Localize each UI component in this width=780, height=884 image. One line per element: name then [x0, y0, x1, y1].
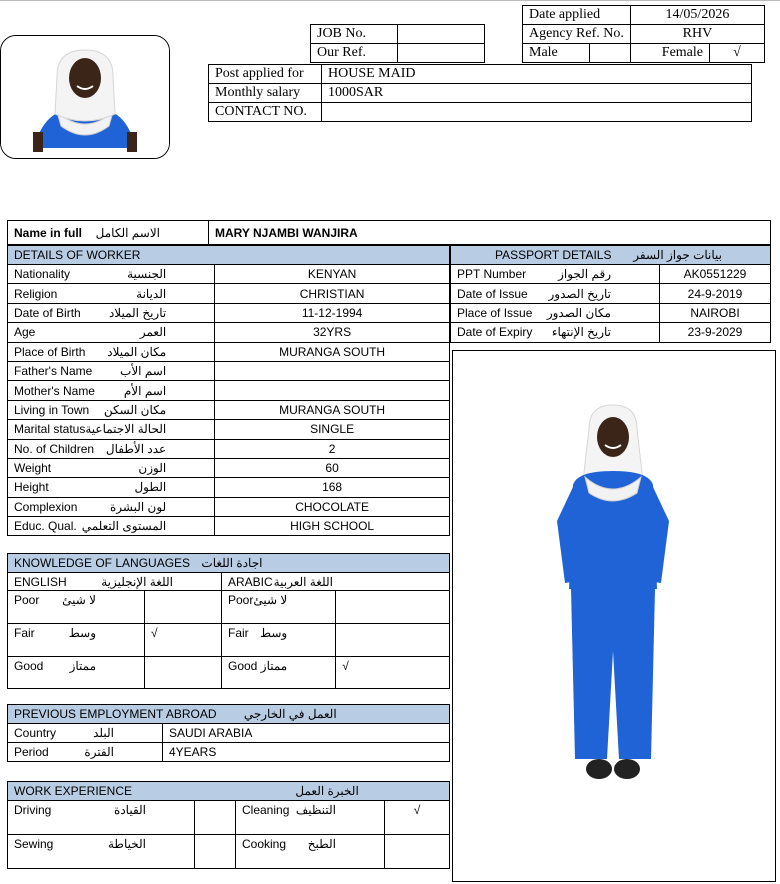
worker-field-label-en: Age [14, 325, 36, 340]
worker-row [8, 420, 450, 439]
country-value: SAUDI ARABIA [163, 724, 450, 743]
worker-field-label-en: Mother's Name [14, 383, 95, 398]
language-level-row [8, 657, 450, 689]
passport-field-value: 23-9-2029 [660, 323, 771, 342]
passport-field-label-en: Date of Issue [457, 286, 528, 301]
worker-field-label-wrap [14, 422, 208, 436]
experience-row [8, 835, 450, 869]
worker-row [8, 517, 450, 536]
country-label: Country [14, 726, 57, 740]
name-label-en: Name in full [14, 225, 83, 240]
agency-ref-label: Agency Ref. No. [523, 25, 631, 44]
english-level-mark: √ [145, 624, 222, 657]
language-level-row [8, 591, 450, 624]
worker-field-label-ar: المستوى التعلمي [81, 519, 167, 534]
arabic-level-label [222, 591, 336, 624]
worker-field-label-ar: اسم الأم [123, 383, 167, 398]
worker-field-label-en: Nationality [14, 267, 71, 282]
passport-row [451, 323, 771, 342]
worker-field-label-en: Weight [14, 461, 52, 476]
worker-field-label-ar: الوزن [138, 461, 167, 476]
worker-field-label-ar: تاريخ الميلاد [108, 305, 167, 320]
previous-employment-table [7, 704, 450, 762]
worker-row [8, 342, 450, 361]
worker-field-label-en: Place of Birth [14, 344, 86, 359]
worker-field-label-wrap [14, 500, 208, 514]
passport-field-label [451, 303, 660, 322]
english-level-label-ar: لا شيئ [62, 593, 96, 607]
arabic-level-label-ar: ممتاز [260, 659, 288, 673]
agency-ref-value: RHV [630, 25, 764, 44]
our-ref-value [398, 44, 485, 63]
job-no-label: JOB No. [311, 25, 398, 44]
arabic-label: ARABIC [228, 574, 273, 589]
arabic-level-label-en: Poor [228, 593, 254, 607]
our-ref-label: Our Ref. [311, 44, 398, 63]
arabic-level-label [222, 624, 336, 657]
english-level-label-wrap [14, 593, 138, 607]
worker-field-label-wrap [14, 461, 208, 475]
job-no-value [398, 25, 485, 44]
passport-field-label-wrap [457, 325, 653, 339]
experience-left-label-wrap [14, 803, 188, 817]
english-level-label [8, 591, 145, 624]
worker-row [8, 381, 450, 400]
worker-row [8, 284, 450, 303]
passport-field-label-ar: تاريخ الصدور [548, 286, 611, 301]
worker-field-label [8, 439, 215, 458]
period-value: 4YEARS [163, 743, 450, 762]
passport-field-label [451, 265, 660, 284]
passport-row [451, 284, 771, 303]
experience-right-label-ar: التنظيف [295, 803, 336, 817]
experience-row [8, 801, 450, 835]
arabic-level-label-wrap [228, 626, 329, 640]
worker-field-label [8, 400, 215, 419]
experience-right-label-wrap [242, 837, 378, 851]
worker-field-label [8, 265, 215, 284]
passport-field-value: 24-9-2019 [660, 284, 771, 303]
passport-field-label-ar: رقم الجواز [558, 267, 611, 282]
worker-field-label-ar: مكان الميلاد [107, 344, 167, 359]
worker-row [8, 497, 450, 516]
worker-field-label-en: Educ. Qual. [14, 519, 77, 534]
experience-right-label-ar: الطبخ [307, 837, 336, 851]
post-value: HOUSE MAID [322, 65, 752, 84]
arabic-label-ar: اللغة العربية [273, 574, 333, 589]
worker-field-label [8, 381, 215, 400]
passport-field-label [451, 323, 660, 342]
period-label: Period [14, 745, 49, 759]
worker-field-label [8, 303, 215, 322]
worker-field-label [8, 342, 215, 361]
experience-left-label-en: Driving [14, 803, 52, 817]
worker-field-label-ar: العمر [139, 325, 167, 340]
worker-field-label-en: Marital status [14, 422, 86, 437]
worker-field-label-wrap [14, 384, 208, 398]
experience-right-mark: √ [385, 801, 450, 835]
worker-field-label [8, 478, 215, 497]
worker-field-label [8, 323, 215, 342]
name-label-ar: الاسم الكامل [95, 225, 160, 240]
language-level-row [8, 624, 450, 657]
arabic-level-label-en: Fair [228, 626, 249, 640]
worker-row [8, 400, 450, 419]
languages-title-ar: اجادة اللغات [201, 556, 263, 570]
experience-left-label-wrap [14, 837, 188, 851]
worker-row [8, 361, 450, 380]
worker-row [8, 303, 450, 322]
worker-field-label [8, 361, 215, 380]
worker-field-value: HIGH SCHOOL [215, 517, 450, 536]
top-rule [0, 0, 780, 1]
worker-field-label-en: Date of Birth [14, 305, 81, 320]
passport-field-label-en: Place of Issue [457, 305, 533, 320]
previous-title-en: PREVIOUS EMPLOYMENT ABROAD [14, 707, 217, 721]
experience-left-mark [195, 801, 236, 835]
experience-right-label [236, 835, 385, 869]
application-info-table [522, 5, 765, 63]
worker-field-label-ar: الجنسية [127, 267, 167, 282]
work-experience-table [7, 781, 450, 869]
worker-field-label-wrap [14, 480, 208, 494]
worker-field-label-wrap [14, 345, 208, 359]
arabic-level-mark [336, 591, 450, 624]
arabic-level-label-wrap [228, 659, 329, 673]
worker-field-label-ar: الطول [134, 480, 167, 495]
passport-title-ar: بيانات جواز السفر [633, 248, 722, 262]
arabic-level-mark: √ [336, 657, 450, 689]
passport-field-value: NAIROBI [660, 303, 771, 322]
english-label-ar: اللغة الإنجليزية [101, 574, 173, 589]
worker-field-value: KENYAN [215, 265, 450, 284]
english-label: ENGLISH [14, 574, 67, 589]
contact-value [322, 103, 752, 122]
experience-left-label-en: Sewing [14, 837, 54, 851]
worker-field-value: SINGLE [215, 420, 450, 439]
english-level-label-wrap [14, 659, 138, 673]
male-label: Male [523, 44, 590, 63]
worker-field-label-en: Complexion [14, 499, 78, 514]
experience-right-label [236, 801, 385, 835]
worker-field-label-ar: لون البشرة [109, 499, 167, 514]
english-level-label [8, 624, 145, 657]
worker-field-label [8, 284, 215, 303]
worker-field-label-wrap [14, 442, 208, 456]
worker-field-label [8, 420, 215, 439]
full-name-value: MARY NJAMBI WANJIRA [215, 225, 358, 240]
worker-field-label [8, 517, 215, 536]
english-level-label [8, 657, 145, 689]
experience-title-ar: الخبرة العمل [295, 784, 359, 798]
experience-left-label-ar: الخياطة [108, 837, 146, 851]
worker-field-value [215, 361, 450, 380]
english-level-label-en: Fair [14, 626, 35, 640]
worker-field-label [8, 458, 215, 477]
salary-value: 1000SAR [322, 84, 752, 103]
passport-field-label-wrap [457, 287, 653, 301]
worker-field-label-ar: الحالة الاجتماعية [85, 422, 167, 437]
worker-field-value: 32YRS [215, 323, 450, 342]
name-table [7, 220, 771, 245]
passport-field-label [451, 284, 660, 303]
job-ref-table [310, 24, 485, 63]
worker-full-body-photo [452, 350, 776, 882]
passport-title-en: PASSPORT DETAILS [495, 248, 612, 262]
period-label-ar: الفترة [84, 745, 114, 759]
english-level-label-ar: ممتاز [69, 659, 96, 673]
experience-left-mark [195, 835, 236, 869]
english-level-label-en: Good [14, 659, 44, 673]
date-applied-label: Date applied [523, 6, 631, 25]
worker-field-label-en: Living in Town [14, 402, 90, 417]
female-checkbox: √ [710, 44, 765, 63]
passport-field-label-wrap [457, 306, 653, 320]
worker-field-value: CHOCOLATE [215, 497, 450, 516]
worker-field-label-wrap [14, 519, 208, 533]
arabic-level-mark [336, 624, 450, 657]
passport-field-value: AK0551229 [660, 265, 771, 284]
worker-field-value: 2 [215, 439, 450, 458]
worker-field-label-wrap [14, 325, 208, 339]
passport-field-label-en: PPT Number [457, 267, 527, 282]
worker-field-value: MURANGA SOUTH [215, 400, 450, 419]
worker-field-value: CHRISTIAN [215, 284, 450, 303]
worker-field-label-ar: الديانة [136, 286, 167, 301]
worker-field-label-en: Father's Name [14, 364, 93, 379]
worker-field-value [215, 381, 450, 400]
worker-field-label-wrap [14, 364, 208, 378]
experience-left-label [8, 801, 195, 835]
worker-row [8, 458, 450, 477]
arabic-level-label-wrap [228, 593, 329, 607]
experience-left-label [8, 835, 195, 869]
worker-field-label-ar: عدد الأطفال [105, 441, 167, 456]
experience-right-label-wrap [242, 803, 378, 817]
worker-details-title: DETAILS OF WORKER [8, 246, 450, 265]
experience-right-label-en: Cleaning [242, 803, 290, 817]
worker-portrait-photo [0, 35, 170, 159]
contact-label: CONTACT NO. [209, 103, 322, 122]
country-label-ar: البلد [93, 726, 114, 740]
worker-row [8, 478, 450, 497]
previous-title-ar: العمل في الخارجي [243, 707, 337, 721]
worker-field-label-ar: مكان السكن [103, 402, 167, 417]
worker-row [8, 323, 450, 342]
english-level-label-wrap [14, 626, 138, 640]
passport-row [451, 265, 771, 284]
passport-field-label-ar: تاريخ الإنتهاء [551, 325, 611, 340]
arabic-level-label [222, 657, 336, 689]
worker-field-value: 60 [215, 458, 450, 477]
male-checkbox [589, 44, 630, 63]
experience-right-mark [385, 835, 450, 869]
experience-right-label-en: Cooking [242, 837, 287, 851]
worker-details-table [7, 245, 450, 536]
experience-title-en: WORK EXPERIENCE [14, 784, 133, 798]
worker-field-label-wrap [14, 306, 208, 320]
salary-label: Monthly salary [209, 84, 322, 103]
worker-field-label-ar: اسم الأب [120, 364, 167, 379]
languages-title-en: KNOWLEDGE OF LANGUAGES [14, 556, 191, 570]
worker-field-label [8, 497, 215, 516]
passport-row [451, 303, 771, 322]
worker-row [8, 439, 450, 458]
worker-field-label-wrap [14, 267, 208, 281]
english-level-label-en: Poor [14, 593, 40, 607]
english-level-mark [145, 591, 222, 624]
experience-left-label-ar: القيادة [114, 803, 146, 817]
post-label: Post applied for [209, 65, 322, 84]
passport-field-label-en: Date of Expiry [457, 325, 533, 340]
worker-field-value: 11-12-1994 [215, 303, 450, 322]
worker-field-label-wrap [14, 403, 208, 417]
english-level-label-ar: وسط [68, 626, 96, 640]
date-applied-value: 14/05/2026 [630, 6, 764, 25]
passport-field-label-wrap [457, 267, 653, 281]
arabic-level-label-ar: لا شيئ [253, 593, 288, 607]
passport-field-label-ar: مكان الصدور [546, 305, 611, 320]
worker-field-value: 168 [215, 478, 450, 497]
worker-field-label-wrap [14, 287, 208, 301]
arabic-level-label-en: Good [228, 659, 258, 673]
post-table [208, 64, 752, 122]
worker-row [8, 265, 450, 284]
worker-field-label-en: Religion [14, 286, 58, 301]
languages-table [7, 553, 450, 689]
english-level-mark [145, 657, 222, 689]
female-label: Female [630, 44, 709, 63]
worker-field-label-en: Height [14, 480, 49, 495]
passport-table [450, 245, 771, 343]
arabic-level-label-ar: وسط [259, 626, 288, 640]
worker-field-value: MURANGA SOUTH [215, 342, 450, 361]
worker-field-label-en: No. of Children [14, 441, 95, 456]
